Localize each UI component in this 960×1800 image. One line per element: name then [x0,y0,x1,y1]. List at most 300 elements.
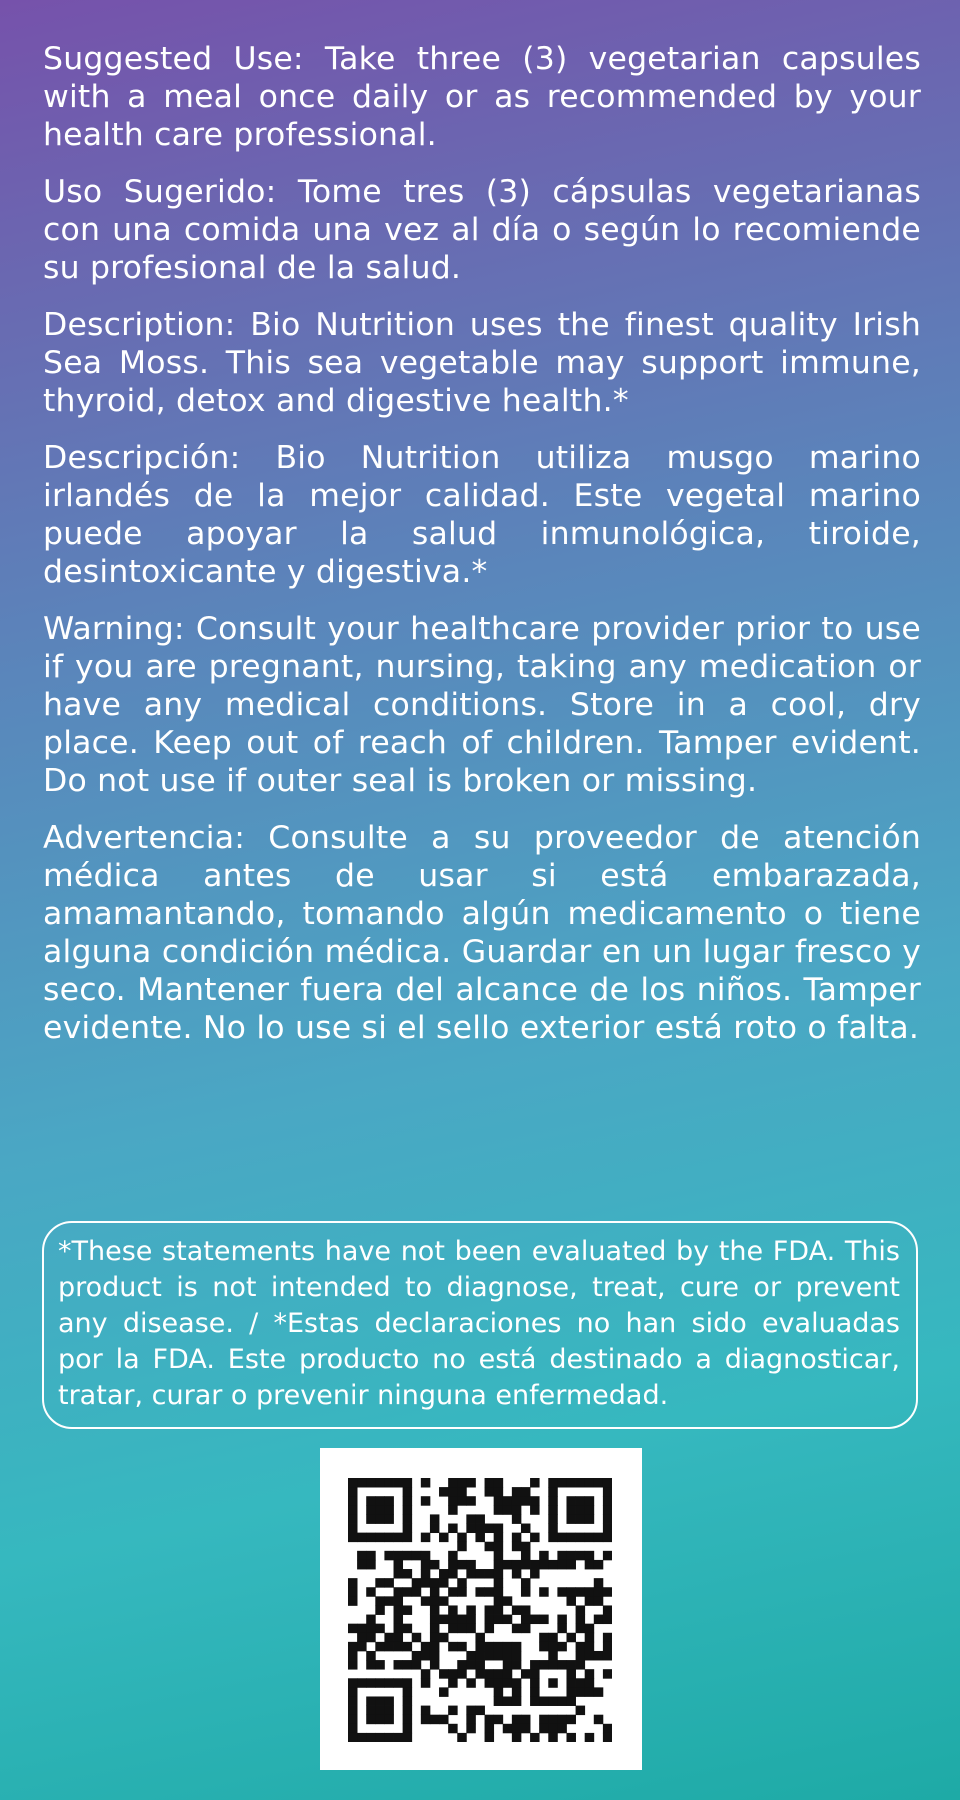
qr-module [466,1706,476,1716]
qr-module [576,1615,586,1625]
qr-module [494,1615,504,1625]
qr-module [457,1624,467,1634]
qr-module [421,1706,431,1716]
qr-module [403,1569,413,1579]
qr-module [503,1651,513,1661]
qr-module [366,1615,376,1625]
qr-module [485,1669,495,1679]
qr-module [366,1715,376,1725]
qr-module [384,1733,394,1742]
qr-module [530,1696,540,1706]
fda-disclaimer-box [42,1221,918,1429]
qr-module [412,1578,422,1588]
qr-module [403,1642,413,1652]
qr-module [439,1615,449,1625]
qr-module [512,1696,522,1706]
qr-module [366,1587,376,1597]
qr-module [512,1733,522,1742]
qr-module [421,1533,431,1543]
qr-module [366,1733,376,1742]
qr-module [485,1651,495,1661]
qr-module [403,1587,413,1597]
qr-module [494,1533,504,1543]
qr-module [448,1560,458,1570]
qr-module [403,1660,413,1670]
qr-module [375,1733,385,1742]
qr-module [539,1560,549,1570]
qr-module [521,1542,531,1552]
qr-module [348,1496,358,1506]
qr-module [366,1478,376,1488]
qr-module [585,1651,595,1661]
qr-module [448,1678,458,1688]
qr-module [466,1660,476,1670]
qr-module [521,1624,531,1634]
qr-module [494,1569,504,1579]
qr-module [566,1687,576,1697]
qr-module [539,1615,549,1625]
qr-module [384,1578,394,1588]
qr-module [348,1514,358,1524]
qr-module [585,1733,595,1742]
qr-module [521,1496,531,1506]
qr-module [603,1533,612,1543]
qr-module [403,1724,413,1734]
qr-module [466,1651,476,1661]
qr-module [403,1696,413,1706]
qr-module [494,1551,504,1561]
qr-module [503,1660,513,1670]
qr-module [521,1524,531,1534]
qr-module [539,1724,549,1734]
qr-module [366,1678,376,1688]
description-es: Descripción: Bio Nutrition utiliza musgo marino irlandés de la mejor calidad. Este vegetal marino puede apoyar la salud inmunológica, tiroide, desintoxicante y digestiva.* [43,440,921,590]
qr-module [448,1569,458,1579]
qr-module [585,1669,595,1679]
qr-module [594,1715,604,1725]
qr-module [566,1633,576,1643]
qr-module [503,1615,513,1625]
qr-module [576,1706,586,1716]
qr-module [566,1551,576,1561]
qr-module [430,1651,440,1661]
qr-module [348,1478,358,1488]
qr-module [394,1605,404,1615]
qr-module [375,1624,385,1634]
qr-module [348,1651,358,1661]
qr-module [494,1651,504,1661]
qr-module [603,1605,612,1615]
qr-module [448,1642,458,1652]
qr-module [403,1733,413,1742]
qr-module [439,1633,449,1643]
qr-module [466,1496,476,1506]
qr-module [457,1560,467,1570]
qr-module [494,1487,504,1497]
qr-module [366,1651,376,1661]
qr-module [394,1624,404,1634]
qr-module [475,1706,485,1716]
qr-module [485,1715,495,1725]
qr-module [594,1596,604,1606]
qr-module [448,1605,458,1615]
qr-module [448,1551,458,1561]
qr-module [466,1478,476,1488]
qr-module [548,1487,558,1497]
qr-module [530,1733,540,1742]
qr-module [475,1642,485,1652]
qr-module [439,1533,449,1543]
qr-module [585,1587,595,1597]
qr-module [403,1524,413,1534]
qr-module [512,1496,522,1506]
qr-module [384,1551,394,1561]
qr-module [503,1496,513,1506]
qr-module [348,1715,358,1725]
qr-module [394,1660,404,1670]
qr-module [348,1733,358,1742]
qr-module [512,1514,522,1524]
qr-module [457,1578,467,1588]
qr-module [548,1660,558,1670]
qr-code[interactable] [320,1448,642,1770]
qr-module [403,1715,413,1725]
qr-module [466,1605,476,1615]
qr-module [557,1587,567,1597]
qr-module [375,1533,385,1543]
qr-module [485,1587,495,1597]
qr-module [466,1560,476,1570]
qr-module [594,1478,604,1488]
qr-module [539,1696,549,1706]
qr-module [548,1724,558,1734]
qr-module [394,1533,404,1543]
qr-module [457,1669,467,1679]
qr-module [548,1696,558,1706]
qr-module [585,1678,595,1688]
qr-module [512,1678,522,1688]
qr-module [503,1596,513,1606]
qr-module [594,1651,604,1661]
qr-module [521,1669,531,1679]
qr-module [585,1624,595,1634]
qr-module [421,1642,431,1652]
qr-module [539,1660,549,1670]
qr-module [366,1696,376,1706]
qr-module [448,1724,458,1734]
qr-module [375,1496,385,1506]
qr-module [503,1560,513,1570]
qr-module [384,1696,394,1706]
qr-module [557,1724,567,1734]
qr-module [357,1678,367,1688]
qr-module [375,1505,385,1515]
qr-module [394,1569,404,1579]
qr-module [530,1505,540,1515]
qr-module [412,1660,422,1670]
qr-module [466,1514,476,1524]
qr-module [539,1642,549,1652]
qr-module [576,1678,586,1688]
qr-module [448,1624,458,1634]
qr-module [557,1660,567,1670]
qr-module [403,1514,413,1524]
qr-module [439,1596,449,1606]
qr-module [430,1660,440,1670]
qr-module [457,1542,467,1552]
qr-module [394,1678,404,1688]
qr-module [576,1651,586,1661]
qr-module [594,1615,604,1625]
qr-module [521,1605,531,1615]
qr-module [457,1496,467,1506]
qr-module [421,1569,431,1579]
description-en: Description: Bio Nutrition uses the finest quality Irish Sea Moss. This sea vegetable may support immune, thyroid, detox and digestive health.* [43,307,921,419]
qr-module [475,1660,485,1670]
qr-module [603,1651,612,1661]
qr-module [366,1533,376,1543]
qr-module [512,1487,522,1497]
qr-module [585,1633,595,1643]
qr-module [585,1687,595,1697]
qr-module [384,1633,394,1643]
qr-module [566,1514,576,1524]
qr-module [548,1496,558,1506]
qr-module [585,1514,595,1524]
qr-module [603,1587,612,1597]
qr-module [603,1551,612,1561]
qr-module [603,1633,612,1643]
qr-module [348,1587,358,1597]
qr-module [594,1687,604,1697]
qr-module [357,1533,367,1543]
qr-module [421,1651,431,1661]
qr-module [530,1669,540,1679]
qr-module [348,1678,358,1688]
qr-module [557,1624,567,1634]
qr-module [494,1524,504,1534]
qr-module [357,1478,367,1488]
qr-module [466,1624,476,1634]
suggested-use-en: Suggested Use: Take three (3) vegetarian capsules with a meal once daily or as recommended by your health care professional. [43,41,921,153]
qr-module [521,1615,531,1625]
qr-module [494,1678,504,1688]
qr-module [430,1715,440,1725]
qr-module [548,1514,558,1524]
qr-module [485,1678,495,1688]
qr-module [375,1678,385,1688]
qr-module [457,1587,467,1597]
qr-module [521,1578,531,1588]
qr-module [357,1633,367,1643]
qr-module [348,1533,358,1543]
qr-module [348,1660,358,1670]
qr-module [466,1715,476,1725]
qr-module [521,1724,531,1734]
qr-module [494,1560,504,1570]
qr-module [439,1669,449,1679]
qr-module [503,1724,513,1734]
qr-module [530,1615,540,1625]
qr-module [448,1669,458,1679]
qr-module [512,1642,522,1652]
qr-module [566,1678,576,1688]
qr-module [384,1533,394,1543]
qr-module [357,1624,367,1634]
qr-module [412,1587,422,1597]
qr-module [366,1551,376,1561]
qr-module [466,1569,476,1579]
qr-module [448,1478,458,1488]
qr-module [494,1605,504,1615]
qr-module [384,1505,394,1515]
qr-module [585,1596,595,1606]
qr-module [585,1505,595,1515]
qr-module [375,1578,385,1588]
qr-module [503,1669,513,1679]
qr-module [512,1505,522,1515]
qr-module [384,1478,394,1488]
qr-module [348,1642,358,1652]
qr-module [403,1605,413,1615]
qr-module [403,1505,413,1515]
qr-module [594,1560,604,1570]
qr-module [457,1478,467,1488]
qr-module [403,1551,413,1561]
qr-module [430,1524,440,1534]
qr-module [485,1624,495,1634]
qr-module [430,1615,440,1625]
qr-module [576,1642,586,1652]
qr-module [466,1524,476,1534]
qr-module [403,1478,413,1488]
qr-module [439,1487,449,1497]
qr-module [585,1560,595,1570]
qr-module [375,1715,385,1725]
qr-module [384,1642,394,1652]
qr-module [566,1660,576,1670]
qr-module [512,1724,522,1734]
qr-module [494,1687,504,1697]
qr-module [512,1560,522,1570]
qr-module [594,1587,604,1597]
qr-module [485,1724,495,1734]
qr-module [512,1687,522,1697]
qr-module [512,1651,522,1661]
qr-module [375,1478,385,1488]
qr-module [375,1706,385,1716]
qr-module [403,1678,413,1688]
qr-module [439,1715,449,1725]
qr-module [539,1587,549,1597]
qr-module [348,1505,358,1515]
qr-module [494,1715,504,1725]
qr-module [357,1551,367,1561]
qr-module [576,1605,586,1615]
qr-module [603,1642,612,1652]
qr-module [548,1533,558,1543]
suggested-use-es: Uso Sugerido: Tome tres (3) cápsulas vegetarianas con una comida una vez al día o según lo recomiende su profesional de la salud. [43,174,921,286]
qr-module [557,1715,567,1725]
qr-module [403,1687,413,1697]
qr-module [521,1560,531,1570]
qr-module [566,1715,576,1725]
qr-module [485,1524,495,1534]
qr-module [603,1514,612,1524]
qr-module [512,1542,522,1552]
qr-module [475,1533,485,1543]
qr-module [348,1487,358,1497]
qr-module [384,1496,394,1506]
qr-module [348,1624,358,1634]
qr-module [348,1706,358,1716]
qr-module [548,1505,558,1515]
qr-module [576,1496,586,1506]
qr-module [430,1605,440,1615]
qr-module [348,1578,358,1588]
qr-module [512,1533,522,1543]
qr-module [485,1478,495,1488]
qr-module [603,1724,612,1734]
qr-module [557,1642,567,1652]
qr-module [603,1615,612,1625]
qr-module [430,1587,440,1597]
qr-module [603,1478,612,1488]
qr-module [366,1505,376,1515]
qr-module [457,1660,467,1670]
qr-module [412,1651,422,1661]
qr-module [521,1551,531,1561]
qr-module [430,1596,440,1606]
qr-module [457,1733,467,1742]
qr-module [448,1524,458,1534]
qr-module [566,1560,576,1570]
qr-module [548,1651,558,1661]
qr-module [530,1569,540,1579]
qr-module [485,1605,495,1615]
qr-module [530,1678,540,1688]
qr-module [576,1587,586,1597]
qr-module [394,1733,404,1742]
qr-module [603,1669,612,1679]
qr-module [357,1642,367,1652]
qr-module [357,1733,367,1742]
qr-module [494,1669,504,1679]
qr-module [576,1533,586,1543]
qr-module [566,1587,576,1597]
qr-module [494,1542,504,1552]
qr-module [539,1715,549,1725]
qr-module [421,1478,431,1488]
qr-module [448,1496,458,1506]
qr-module [603,1733,612,1742]
qr-module [548,1678,558,1688]
qr-module [394,1478,404,1488]
qr-module [475,1669,485,1679]
qr-module [548,1715,558,1725]
qr-module [603,1505,612,1515]
qr-module [530,1560,540,1570]
qr-module [412,1633,422,1643]
qr-module [530,1687,540,1697]
qr-module [394,1642,404,1652]
qr-module [448,1505,458,1515]
qr-module [421,1596,431,1606]
qr-module [421,1551,431,1561]
qr-module [539,1551,549,1561]
qr-module [366,1624,376,1634]
qr-module [557,1560,567,1570]
